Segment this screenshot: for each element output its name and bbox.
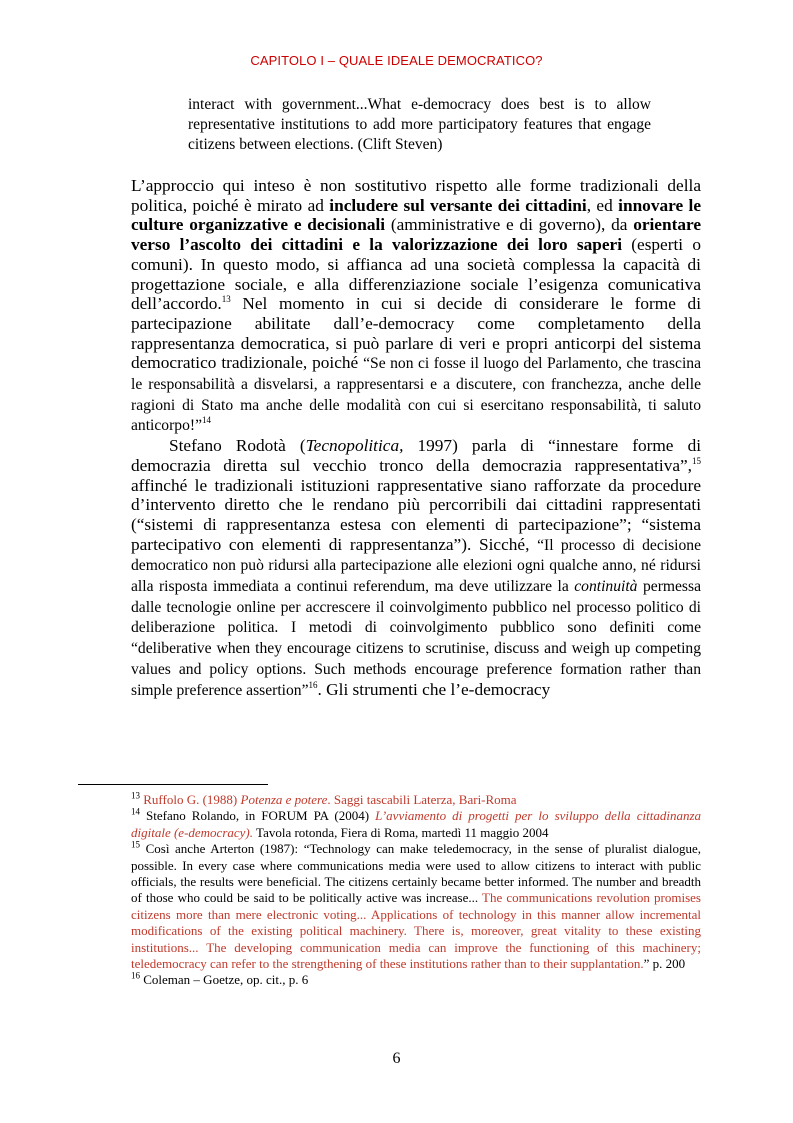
footnote-text: Ruffolo G. (1988) <box>140 792 241 807</box>
footnote-number: 15 <box>131 839 140 850</box>
quoted-text: “Se non ci fosse il luogo del Parlamento, che trascina le responsabilità a disvelarsi, a rappresentarsi e a discutere, con franchezza, anche delle ragioni di Stato ma anche delle modalità con cui si esercitano responsabilità, ti saluto anticorpo!” <box>131 355 701 435</box>
paragraph-2 <box>131 436 701 700</box>
text-run: (amministrative e di governo), da <box>385 215 634 235</box>
footnote-text: Coleman – Goetze, op. cit., p. 6 <box>140 972 309 988</box>
page-number: 6 <box>392 1050 401 1067</box>
text-run: L’approccio qui inteso è non sostitutivo rispetto alle forme tradizionali della politica, poiché è mirato ad <box>131 176 701 215</box>
text-run: Nel momento in cui si decide di considerare le forme di partecipazione abilitate dall’e-democracy come completamento della rappresentanza democratica, si può parlare di veri e propri anticorpi del sistema democratico tradizionale, poiché <box>131 294 701 373</box>
bold-phrase: includere sul versante dei cittadini <box>329 195 587 215</box>
paragraph-1 <box>131 176 701 436</box>
footnote-text: The communications revolution promises citizens more than mere electronic voting... Applications of technology in this manner allow incremental modifications of the existing political machinery. There is, moreover, great vitality to these existing institutions... The developing communication media can improve the functioning of this machinery; teledemocracy can refer to the strengthening of these institutions rather than to their supplantation. <box>131 890 701 972</box>
footnote-13 <box>131 792 701 808</box>
text-run: (esperti o comuni). In questo modo, si affianca ad una società complessa la capacità di progettazione sociale, e alla differenziazione sociale l’esigenza comunicativa dell’accordo. <box>131 235 701 314</box>
footnote-text: . Saggi tascabili Laterza, Bari-Roma <box>327 792 517 807</box>
footnote-ref-14[interactable]: 14 <box>202 415 212 426</box>
footnote-separator <box>78 784 268 785</box>
bold-phrase: innovare le culture organizzative e decisionali <box>131 195 701 235</box>
italic-title: Tecnopolitica, <box>305 436 404 456</box>
footnote-title: Potenza e potere <box>240 792 328 807</box>
footnote-16 <box>131 972 701 988</box>
footnote-text: ” p. 200 <box>643 956 686 972</box>
text-run: affinché le tradizionali istituzioni rappresentative siano rafforzate da procedure d’intervento diretto che le rendano più percorribili dai cittadini rappresentati (“sistemi di rappresentanza estesa con elementi di partecipazione”; “sistema partecipativo con elementi di rappresentanza”). Sicché, <box>131 475 701 554</box>
footnote-ref-13[interactable]: 13 <box>221 294 231 305</box>
text-run: Stefano Rodotà ( <box>169 436 306 456</box>
block-quote: interact with government...What e-democracy does best is to allow representative institutions to add more participatory features that engage citizens between elections. (Clift Steven) <box>188 96 651 153</box>
chapter-header: CAPITOLO I – QUALE IDEALE DEMOCRATICO? <box>250 53 543 68</box>
text-run: 1997) parla di “innestare forme di democrazia diretta sul vecchio tronco della democrazia rappresentativa”, <box>131 436 702 475</box>
footnote-number: 16 <box>131 971 140 982</box>
footnote-text: Stefano Rolando, in FORUM PA (2004) <box>140 808 376 824</box>
text-run: . Gli strumenti che l’e-democracy <box>317 679 551 699</box>
footnote-text: Così anche Arterton (1987): “Technology can make teledemocracy, in the sense of pluralist dialogue, possible. In every case where communications media were used to allow citizens to interact with public officials, the results were beneficial. The citizens certainly became better informed. The number and breadth of those who could be said to be politically active was increase... <box>131 841 701 906</box>
text-run: , ed <box>586 195 619 215</box>
footnote-ref-15[interactable]: 15 <box>692 456 701 467</box>
footnote-15 <box>131 841 701 972</box>
footnote-title: L’avviamento di progetti per lo sviluppo della cittadinanza digitale (e-democracy). <box>131 808 702 840</box>
footnotes <box>131 792 701 989</box>
text-run: “Il processo di decisione democratico non può ridursi alla partecipazione alle elezioni ogni qualche anno, né ridursi alla risposta immediata a continui referendum, ma deve utilizzare la <box>131 536 701 596</box>
bold-phrase: orientare verso l’ascolto dei cittadini e la valorizzazione dei loro saperi <box>131 215 702 255</box>
text-run: permessa dalle tecnologie online per accrescere il coinvolgimento pubblico nel processo politico di deliberazione politica. I metodi di coinvolgimento pubblico sono definiti come “deliberative when they encourage citizens to scrutinise, discuss and weigh up competing values and policy options. Such methods encourage preference formation rather than simple preference assertion” <box>131 578 701 699</box>
footnote-14 <box>131 808 701 841</box>
footnote-number: 14 <box>131 807 140 818</box>
footnote-number: 13 <box>131 790 140 801</box>
italic-word: continuità <box>574 578 638 596</box>
footnote-text: Tavola rotonda, Fiera di Roma, martedì 11 maggio 2004 <box>253 824 549 840</box>
footnote-ref-16[interactable]: 16 <box>308 679 318 690</box>
main-text <box>131 176 701 700</box>
quoted-text <box>131 537 701 699</box>
